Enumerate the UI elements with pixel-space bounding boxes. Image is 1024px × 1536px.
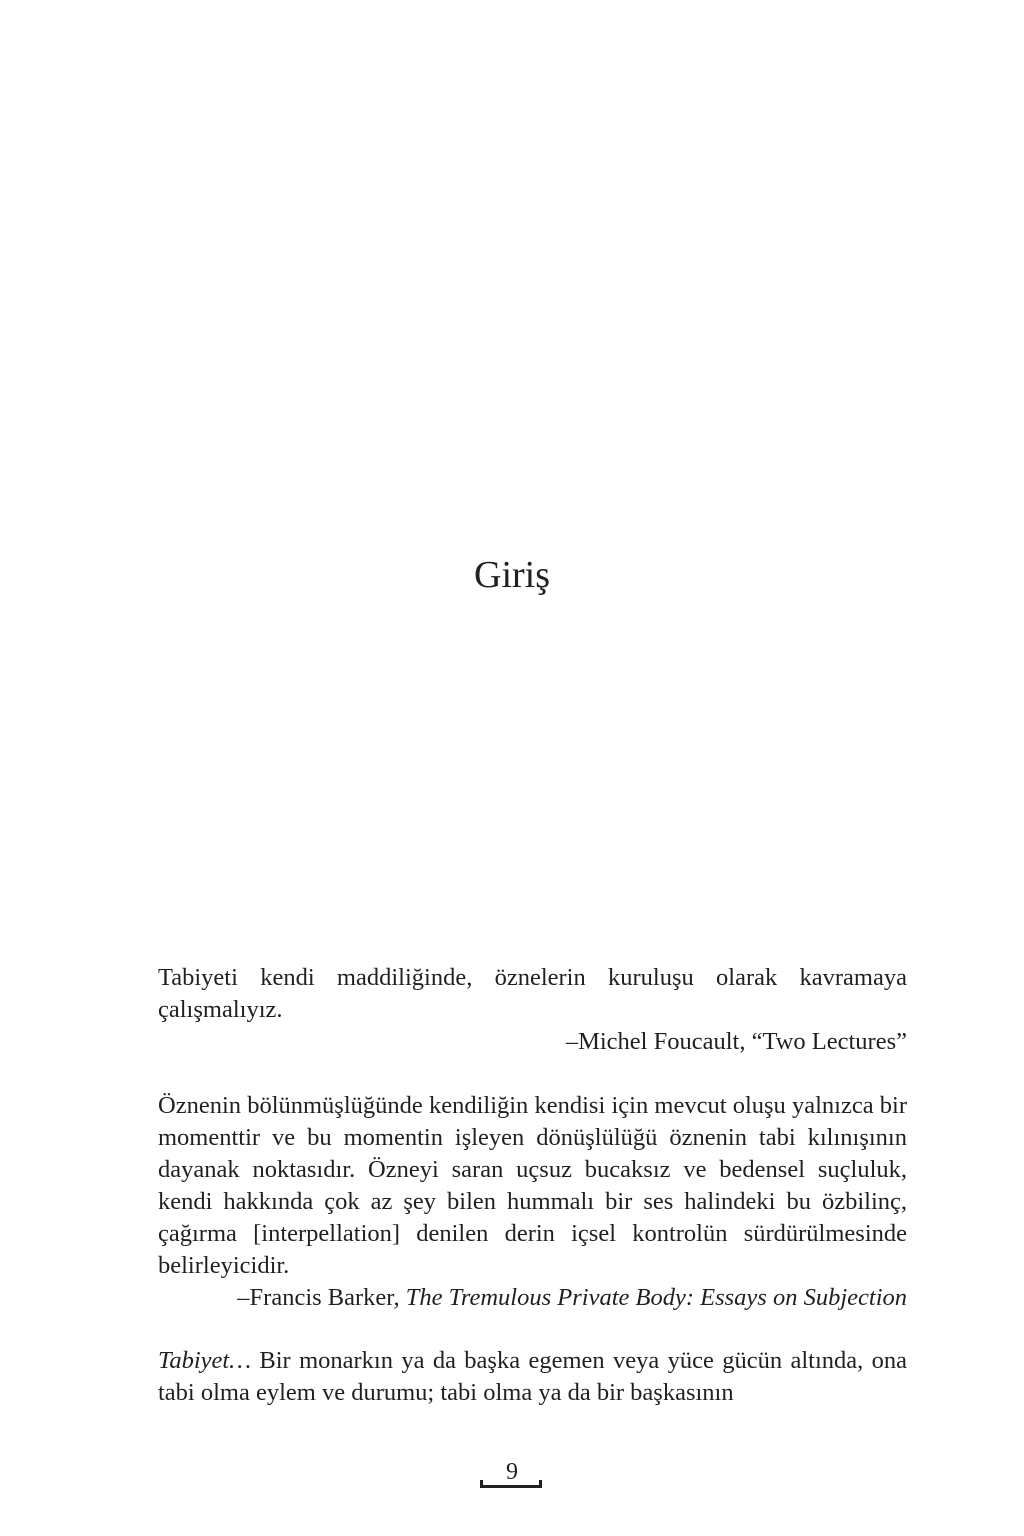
epigraph-barker — [158, 1090, 907, 1314]
definition-text — [158, 1345, 907, 1409]
definition-body: Bir monarkın ya da başka egemen veya yüce gücün altında, ona tabi olma eylem ve durumu; tabi olma ya da bir başkasının — [158, 1347, 907, 1406]
definition-term: Tabiyet… — [158, 1347, 252, 1374]
epigraph-foucault — [158, 962, 907, 1058]
page-number — [480, 1457, 544, 1495]
page-number-value: 9 — [506, 1459, 518, 1485]
chapter-title: Giriş — [474, 554, 550, 596]
epigraph-text: Tabiyeti kendi maddiliğinde, öznelerin kuruluşu olarak kavramaya çalışmalıyız. — [158, 964, 907, 1023]
attribution-book-title: The Tremulous Private Body: Essays on Subjection — [405, 1284, 907, 1311]
page-number-bracket — [480, 1480, 542, 1488]
epigraph-text: Öznenin bölünmüşlüğünde kendiliğin kendisi için mevcut oluşu yalnızca bir momenttir ve bu momentin işleyen dönüşlülüğü öznenin tabi kılınışının dayanak noktasıdır. Özneyi saran uçsuz bucaksız ve bedensel suçluluk, kendi hakkında çok az şey bilen hummalı bir ses halindeki bu özbilinç, çağırma [interpellation] denilen derin içsel kontrolün sürdürülmesinde belirleyicidir. — [158, 1092, 907, 1279]
attribution-author: –Francis Barker, — [237, 1284, 406, 1311]
epigraph-attribution: –Michel Foucault, “Two Lectures” — [565, 1028, 907, 1055]
definition-paragraph — [158, 1345, 907, 1409]
epigraph-attribution — [158, 1282, 907, 1314]
